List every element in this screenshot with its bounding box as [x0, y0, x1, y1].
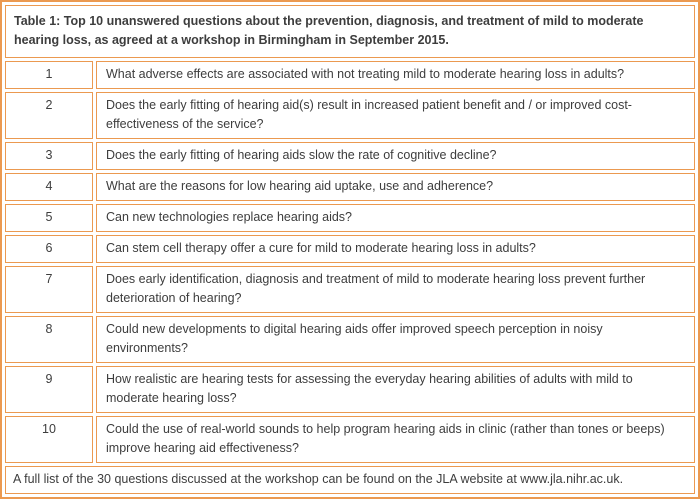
row-number-cell: 6: [5, 235, 93, 263]
question-cell: Can stem cell therapy offer a cure for mild to moderate hearing loss in adults?: [96, 235, 695, 263]
question-cell: Does the early fitting of hearing aid(s) result in increased patient benefit and / or improved cost-effectiveness of the service?: [96, 92, 695, 139]
table-row: [5, 366, 695, 413]
row-number-cell: 5: [5, 204, 93, 232]
table-row: [5, 142, 695, 170]
table-row: [5, 235, 695, 263]
table-row: [5, 204, 695, 232]
table-row: [5, 173, 695, 201]
question-cell: Can new technologies replace hearing aids?: [96, 204, 695, 232]
row-number-cell: 10: [5, 416, 93, 463]
question-cell: Could the use of real-world sounds to help program hearing aids in clinic (rather than tones or beeps) improve hearing aid effectiveness?: [96, 416, 695, 463]
question-cell: What adverse effects are associated with not treating mild to moderate hearing loss in adults?: [96, 61, 695, 89]
question-cell: Does early identification, diagnosis and treatment of mild to moderate hearing loss prevent further deterioration of hearing?: [96, 266, 695, 313]
row-number-cell: 7: [5, 266, 93, 313]
table-row: [5, 92, 695, 139]
row-number-cell: 9: [5, 366, 93, 413]
table-row: [5, 416, 695, 463]
footer-row: [5, 466, 695, 494]
question-cell: Could new developments to digital hearing aids offer improved speech perception in noisy environments?: [96, 316, 695, 363]
table-row: [5, 266, 695, 313]
table-row: [5, 61, 695, 89]
row-number-cell: 4: [5, 173, 93, 201]
row-number-cell: 2: [5, 92, 93, 139]
table-row: [5, 316, 695, 363]
row-number-cell: 8: [5, 316, 93, 363]
question-cell: Does the early fitting of hearing aids slow the rate of cognitive decline?: [96, 142, 695, 170]
caption-row: [5, 5, 695, 58]
row-number-cell: 3: [5, 142, 93, 170]
question-cell: What are the reasons for low hearing aid uptake, use and adherence?: [96, 173, 695, 201]
row-number-cell: 1: [5, 61, 93, 89]
question-cell: How realistic are hearing tests for assessing the everyday hearing abilities of adults with mild to moderate hearing loss?: [96, 366, 695, 413]
table-caption: Table 1: Top 10 unanswered questions about the prevention, diagnosis, and treatment of mild to moderate hearing loss, as agreed at a workshop in Birmingham in September 2015.: [5, 5, 695, 58]
table-footnote: A full list of the 30 questions discussed at the workshop can be found on the JLA website at www.jla.nihr.ac.uk.: [5, 466, 695, 494]
